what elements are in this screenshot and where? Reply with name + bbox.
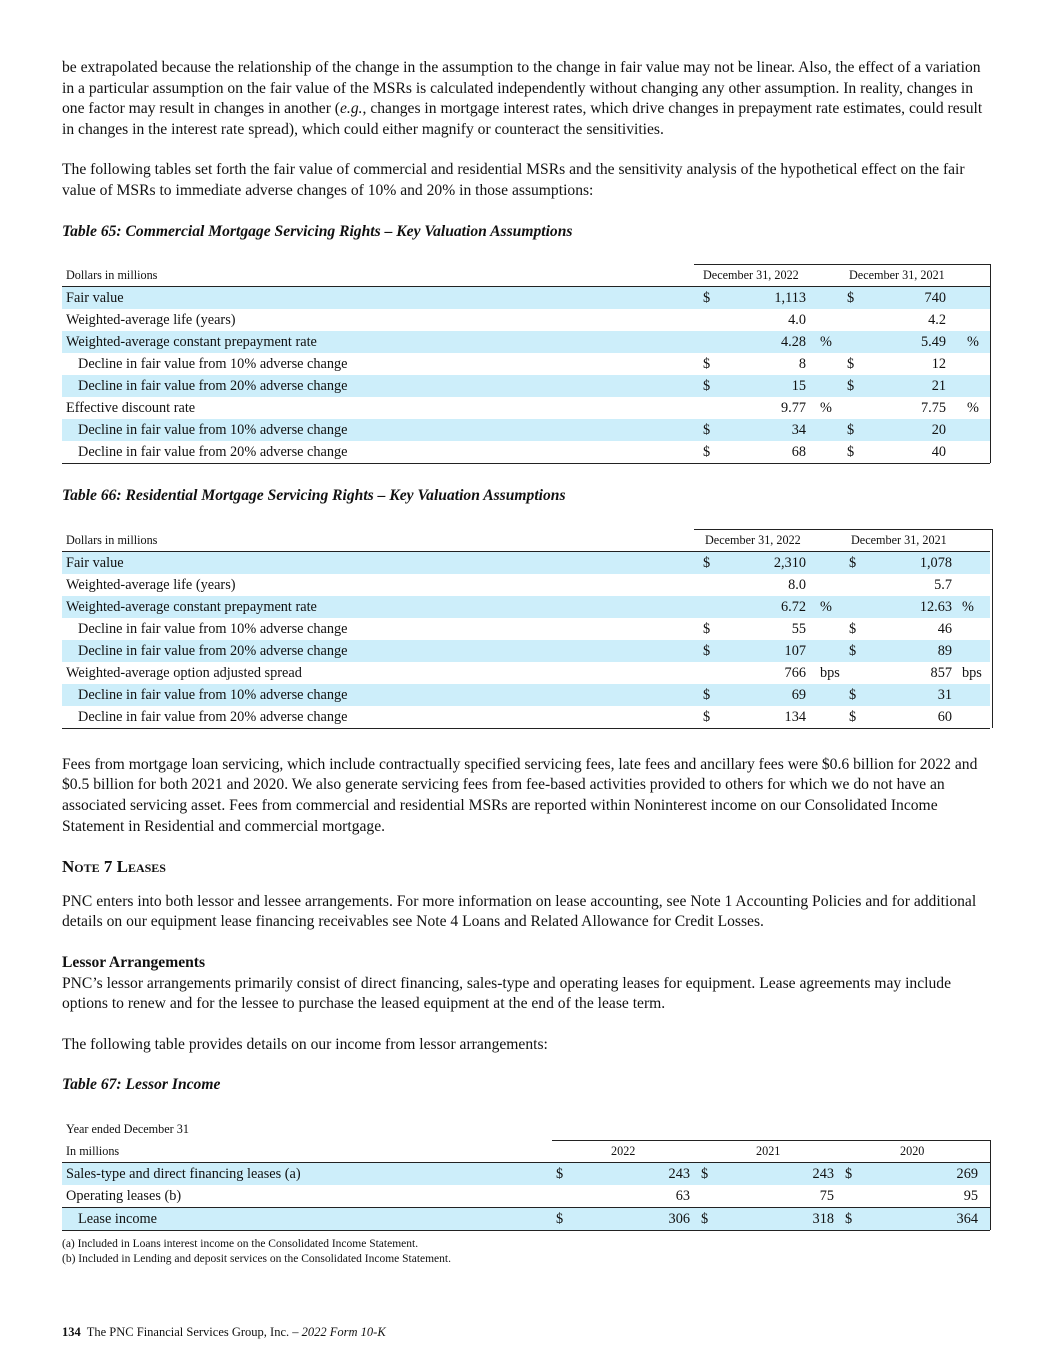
- footer-form: 2022 Form 10-K: [301, 1325, 386, 1339]
- currency-symbol: $: [703, 422, 711, 439]
- row-label: Decline in fair value from 10% adverse change: [78, 422, 348, 439]
- intro-text-b: , changes in mortgage interest rates, which drive changes in prepayment rate estimates, could result in changes in the interest rate spread), which could either magnify or counteract the sensitivities.: [62, 100, 983, 138]
- value-cell: 34: [791, 422, 806, 439]
- value-cell: 269: [956, 1165, 978, 1182]
- value-cell: 69: [791, 686, 806, 703]
- currency-symbol: $: [556, 1210, 564, 1227]
- value-cell: 89: [937, 642, 952, 659]
- currency-symbol: $: [849, 554, 857, 571]
- currency-symbol: $: [703, 444, 711, 461]
- value-cell: 60: [937, 708, 952, 725]
- unit-cell: %: [820, 400, 832, 417]
- row-label: Weighted-average option adjusted spread: [66, 664, 302, 681]
- unit-cell: %: [962, 598, 974, 615]
- currency-symbol: $: [703, 356, 711, 373]
- table-row: [62, 353, 990, 375]
- value-cell: 5.49: [920, 334, 946, 351]
- table66-col1-header: December 31, 2022: [705, 532, 801, 547]
- currency-symbol: $: [847, 356, 855, 373]
- currency-symbol: $: [556, 1165, 564, 1182]
- table66-header-label: Dollars in millions: [66, 532, 158, 547]
- table66-rows: [62, 552, 990, 728]
- value-cell: 740: [924, 290, 946, 307]
- table65-header-label: Dollars in millions: [66, 268, 158, 283]
- value-cell: 4.2: [928, 312, 946, 329]
- row-label: Decline in fair value from 20% adverse change: [78, 378, 348, 395]
- unit-cell: bps: [962, 664, 982, 681]
- unit-cell: %: [820, 598, 832, 615]
- value-cell: 306: [668, 1210, 690, 1227]
- value-cell: 31: [937, 686, 952, 703]
- row-label: Fair value: [66, 290, 124, 307]
- row-label: Operating leases (b): [66, 1187, 182, 1204]
- currency-symbol: $: [847, 290, 855, 307]
- table-row: [62, 441, 990, 463]
- page-number: 134: [62, 1325, 81, 1339]
- table-row: [62, 1163, 990, 1185]
- row-label: Decline in fair value from 20% adverse change: [78, 444, 348, 461]
- table67-col-2021: 2021: [756, 1143, 781, 1158]
- intro-paragraph-2: The following tables set forth the fair value of commercial and residential MSRs and the sensitivity analysis of the hypothetical effect on the fair value of MSRs to immediate adverse changes of 10% and 20% in those assumptions:: [62, 161, 965, 199]
- value-cell: 12: [931, 356, 946, 373]
- value-cell: 4.0: [788, 312, 806, 329]
- value-cell: 95: [963, 1187, 978, 1204]
- table67-intro: The following table provides details on our income from lessor arrangements:: [62, 1035, 548, 1053]
- currency-symbol: $: [703, 642, 711, 659]
- value-cell: 318: [812, 1210, 834, 1227]
- table67: [62, 1118, 990, 1231]
- value-cell: 7.75: [920, 400, 946, 417]
- currency-symbol: $: [703, 378, 711, 395]
- table-row: [62, 662, 990, 684]
- table-row: [62, 309, 990, 331]
- row-label: Decline in fair value from 10% adverse change: [78, 686, 348, 703]
- value-cell: 40: [931, 444, 946, 461]
- table-row: [62, 1207, 990, 1230]
- unit-cell: %: [820, 334, 832, 351]
- value-cell: 8: [798, 356, 806, 373]
- footer-company: The PNC Financial Services Group, Inc. –: [86, 1325, 302, 1339]
- currency-symbol: $: [849, 620, 857, 637]
- table67-rows: [62, 1163, 990, 1230]
- value-cell: 4.28: [780, 334, 806, 351]
- row-label: Lease income: [78, 1210, 157, 1227]
- table66-col2-header: December 31, 2021: [851, 532, 947, 547]
- value-cell: 20: [931, 422, 946, 439]
- table-row: [62, 706, 990, 728]
- currency-symbol: $: [701, 1165, 709, 1182]
- table67-caption: Table 67: Lessor Income: [62, 1076, 221, 1094]
- table65: [62, 264, 990, 464]
- value-cell: 857: [930, 664, 952, 681]
- currency-symbol: $: [703, 554, 711, 571]
- currency-symbol: $: [701, 1210, 709, 1227]
- value-cell: 364: [956, 1210, 978, 1227]
- table65-col1-header: December 31, 2022: [703, 268, 799, 283]
- table-row: [62, 684, 990, 706]
- value-cell: 15: [791, 378, 806, 395]
- value-cell: 134: [784, 708, 806, 725]
- value-cell: 68: [791, 444, 806, 461]
- table67-footnote-a: (a) Included in Loans interest income on the Consolidated Income Statement.: [62, 1237, 419, 1250]
- table66: [62, 529, 990, 729]
- value-cell: 55: [791, 620, 806, 637]
- table65-col2-header: December 31, 2021: [849, 268, 945, 283]
- fees-paragraph: Fees from mortgage loan servicing, which include contractually specified servicing fees, late fees and ancillary fees were $0.6 billion for 2022 and $0.5 billion for both 2021 and 2020. We also generate servicing fees from fee-based activities provided to others for which we do not have an associated servicing asset. Fees from commercial and residential MSRs are reported within Noninterest income on our Consolidated Income Statement in Residential and commercial mortgage.: [62, 755, 978, 835]
- value-cell: 8.0: [788, 576, 806, 593]
- row-label: Weighted-average life (years): [66, 576, 236, 593]
- value-cell: 243: [668, 1165, 690, 1182]
- page-footer: [62, 1325, 386, 1340]
- currency-symbol: $: [847, 422, 855, 439]
- row-label: Fair value: [66, 554, 124, 571]
- table-row: [62, 419, 990, 441]
- table-row: [62, 640, 990, 662]
- currency-symbol: $: [849, 708, 857, 725]
- note7-intro: PNC enters into both lessor and lessee arrangements. For more information on lease accounting, see Note 1 Accounting Policies and for additional details on our equipment lease financing receivables see Note 4 Loans and Related Allowance for Credit Losses.: [62, 892, 977, 931]
- note7-title: Note 7 Leases: [62, 857, 166, 877]
- value-cell: 21: [931, 378, 946, 395]
- currency-symbol: $: [845, 1165, 853, 1182]
- currency-symbol: $: [847, 378, 855, 395]
- table65-rows: [62, 287, 990, 463]
- row-label: Decline in fair value from 20% adverse change: [78, 642, 348, 659]
- value-cell: 6.72: [780, 598, 806, 615]
- value-cell: 243: [812, 1165, 834, 1182]
- row-label: Decline in fair value from 10% adverse change: [78, 356, 348, 373]
- table-row: [62, 331, 990, 353]
- lessor-text: PNC’s lessor arrangements primarily consist of direct financing, sales-type and operating leases for equipment. Lease agreements may include options to renew and for the lessee to purchase the leased equipment at the end of the lease term.: [62, 974, 951, 1013]
- table67-header-line1: [62, 1118, 990, 1140]
- value-cell: 75: [819, 1187, 834, 1204]
- currency-symbol: $: [845, 1210, 853, 1227]
- table67-header-year: Year ended December 31: [66, 1121, 189, 1136]
- row-label: Weighted-average constant prepayment rate: [66, 598, 317, 615]
- currency-symbol: $: [849, 642, 857, 659]
- value-cell: 1,113: [774, 290, 806, 307]
- table-row: [62, 287, 990, 309]
- table-row: [62, 1185, 990, 1207]
- row-label: Weighted-average constant prepayment rate: [66, 334, 317, 351]
- table-row: [62, 574, 990, 596]
- intro-text-a: be extrapolated because the relationship of the change in the assumption to the change in fair value may not be linear. Also, the effect of a variation in a particular assumption on the fair value of the MSRs is calculated independently without changing any other assumption. In reality, changes in one factor may result in changes in another (: [62, 59, 981, 118]
- value-cell: 63: [675, 1187, 690, 1204]
- table65-caption: Table 65: Commercial Mortgage Servicing Rights – Key Valuation Assumptions: [62, 222, 573, 240]
- table67-header-row: [62, 1140, 990, 1163]
- table-row: [62, 375, 990, 397]
- currency-symbol: $: [849, 686, 857, 703]
- table67-header-units: In millions: [66, 1143, 120, 1158]
- currency-symbol: $: [703, 620, 711, 637]
- currency-symbol: $: [847, 444, 855, 461]
- table66-caption: Table 66: Residential Mortgage Servicing Rights – Key Valuation Assumptions: [62, 487, 566, 505]
- table-row: [62, 618, 990, 640]
- table67-footnote-b: (b) Included in Lending and deposit services on the Consolidated Income Statement.: [62, 1253, 451, 1266]
- table-row: [62, 552, 990, 574]
- lessor-heading: Lessor Arrangements: [62, 953, 206, 971]
- value-cell: 1,078: [919, 554, 952, 571]
- intro-eg: e.g.: [340, 100, 363, 118]
- value-cell: 12.63: [919, 598, 952, 615]
- row-label: Decline in fair value from 20% adverse change: [78, 708, 348, 725]
- unit-cell: %: [967, 400, 979, 417]
- unit-cell: bps: [820, 664, 840, 681]
- row-label: Effective discount rate: [66, 400, 196, 417]
- table66-header-row: [62, 529, 990, 552]
- table-row: [62, 596, 990, 618]
- intro-paragraph-1: [62, 58, 992, 140]
- value-cell: 5.7: [934, 576, 952, 593]
- value-cell: 107: [784, 642, 806, 659]
- row-label: Weighted-average life (years): [66, 312, 236, 329]
- value-cell: 2,310: [773, 554, 806, 571]
- currency-symbol: $: [703, 290, 711, 307]
- table67-col-2020: 2020: [900, 1143, 925, 1158]
- table-row: [62, 397, 990, 419]
- value-cell: 9.77: [780, 400, 806, 417]
- value-cell: 46: [937, 620, 952, 637]
- row-label: Decline in fair value from 10% adverse change: [78, 620, 348, 637]
- table67-col-2022: 2022: [611, 1143, 636, 1158]
- table65-header-row: [62, 264, 990, 287]
- currency-symbol: $: [703, 686, 711, 703]
- row-label: Sales-type and direct financing leases (a): [66, 1165, 301, 1182]
- unit-cell: %: [967, 334, 979, 351]
- page-content: [62, 58, 992, 1268]
- currency-symbol: $: [703, 708, 711, 725]
- value-cell: 766: [784, 664, 806, 681]
